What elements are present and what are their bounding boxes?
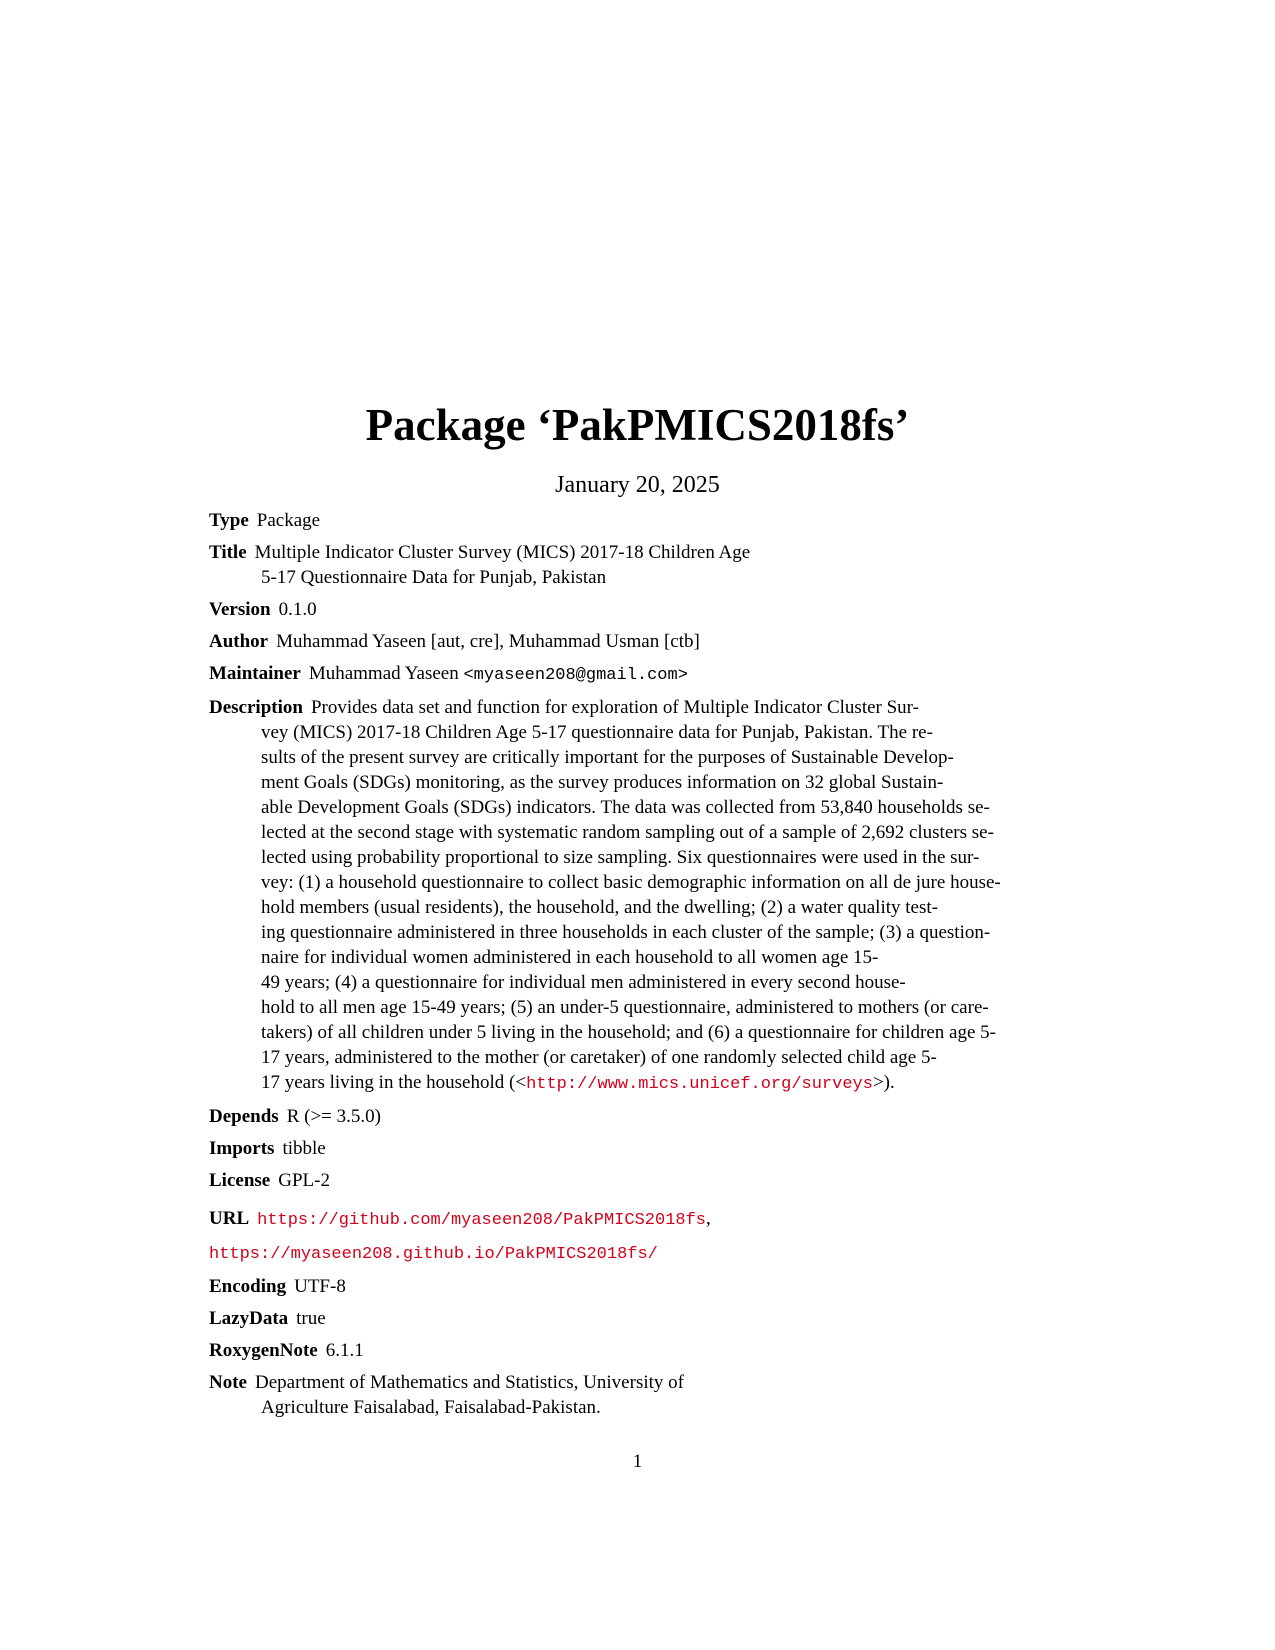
field-key: LazyData <box>209 1308 289 1329</box>
field-imports <box>209 1136 1069 1161</box>
description-line: vey: (1) a household questionnaire to collect basic demographic information on all de jure house- <box>261 872 1001 893</box>
package-date: January 20, 2025 <box>555 472 720 498</box>
description-line: hold to all men age 15-49 years; (5) an under-5 questionnaire, administered to mothers (or care- <box>261 997 989 1018</box>
field-value: UTF-8 <box>294 1276 346 1297</box>
description-line: vey (MICS) 2017-18 Children Age 5-17 questionnaire data for Punjab, Pakistan. The re- <box>261 722 933 743</box>
field-value: 6.1.1 <box>325 1340 364 1361</box>
field-key: Note <box>209 1372 247 1393</box>
description-line: takers) of all children under 5 living in the household; and (6) a questionnaire for children age 5- <box>261 1022 996 1043</box>
field-value: Agriculture Faisalabad, Faisalabad-Pakistan. <box>261 1397 601 1418</box>
field-value: Package <box>256 510 321 531</box>
field-value: GPL-2 <box>278 1170 330 1191</box>
description-line: ing questionnaire administered in three households in each cluster of the sample; (3) a question- <box>261 922 991 943</box>
field-key: Type <box>209 510 249 531</box>
field-key: Depends <box>209 1106 279 1127</box>
field-value: R (>= 3.5.0) <box>286 1106 381 1127</box>
field-key: Maintainer <box>209 663 301 684</box>
field-depends <box>209 1104 1069 1129</box>
field-url <box>209 1206 1069 1267</box>
description-line: 17 years, administered to the mother (or caretaker) of one randomly selected child age 5- <box>261 1047 937 1068</box>
field-value: 0.1.0 <box>278 599 317 620</box>
field-value: tibble <box>282 1138 326 1159</box>
field-type <box>209 508 1069 533</box>
field-version <box>209 597 1069 622</box>
field-author <box>209 629 1069 654</box>
field-key: Imports <box>209 1138 275 1159</box>
description-line: lected at the second stage with systematic random sampling out of a sample of 2,692 clusters se- <box>261 822 994 843</box>
description-line: 49 years; (4) a questionnaire for individual men administered in every second house- <box>261 972 906 993</box>
description-line: hold members (usual residents), the household, and the dwelling; (2) a water quality test- <box>261 897 938 918</box>
field-key: URL <box>209 1208 250 1229</box>
field-maintainer <box>209 661 1069 688</box>
field-value: 5-17 Questionnaire Data for Punjab, Pakistan <box>261 567 607 588</box>
field-value: Department of Mathematics and Statistics, University of <box>254 1372 684 1393</box>
field-lazydata <box>209 1306 1069 1331</box>
description-line: ment Goals (SDGs) monitoring, as the survey produces information on 32 global Sustain- <box>261 772 944 793</box>
field-value: true <box>296 1308 326 1329</box>
description-line: able Development Goals (SDGs) indicators. The data was collected from 53,840 households se- <box>261 797 990 818</box>
page-number: 1 <box>632 1451 643 1472</box>
field-key: RoxygenNote <box>209 1340 318 1361</box>
description-line: lected using probability proportional to size sampling. Six questionnaires were used in the sur- <box>261 847 980 868</box>
package-title: Package ‘PakPMICS2018fs’ <box>365 400 910 450</box>
github-repo-link[interactable]: https://github.com/myaseen208/PakPMICS2018fs <box>257 1211 706 1230</box>
description-line: 17 years living in the household (< <box>261 1072 527 1093</box>
maintainer-email: <myaseen208@gmail.com> <box>463 666 688 685</box>
field-note <box>209 1370 1069 1420</box>
field-value: Muhammad Yaseen [aut, cre], Muhammad Usman [ctb] <box>276 631 700 652</box>
description-line: naire for individual women administered in each household to all women age 15- <box>261 947 879 968</box>
field-value: Multiple Indicator Cluster Survey (MICS) 2017-18 Children Age <box>254 542 751 563</box>
description-line: >). <box>872 1072 895 1093</box>
field-key: Author <box>209 631 269 652</box>
url-separator: , <box>706 1208 711 1229</box>
field-roxygennote <box>209 1338 1069 1363</box>
description-line: sults of the present survey are critically important for the purposes of Sustainable Develop- <box>261 747 954 768</box>
description-fields <box>209 508 1069 1427</box>
field-encoding <box>209 1274 1069 1299</box>
github-pages-link[interactable]: https://myaseen208.github.io/PakPMICS2018fs/ <box>209 1245 658 1264</box>
field-key: Version <box>209 599 271 620</box>
field-key: Description <box>209 697 303 718</box>
field-key: Encoding <box>209 1276 287 1297</box>
field-description <box>209 695 1069 1097</box>
field-key: License <box>209 1170 271 1191</box>
field-title <box>209 540 1069 590</box>
field-key: Title <box>209 542 247 563</box>
description-line: Provides data set and function for exploration of Multiple Indicator Cluster Sur- <box>310 697 919 718</box>
field-license <box>209 1168 1069 1193</box>
mics-surveys-link[interactable]: http://www.mics.unicef.org/surveys <box>526 1075 873 1094</box>
maintainer-name: Muhammad Yaseen <box>308 663 464 684</box>
